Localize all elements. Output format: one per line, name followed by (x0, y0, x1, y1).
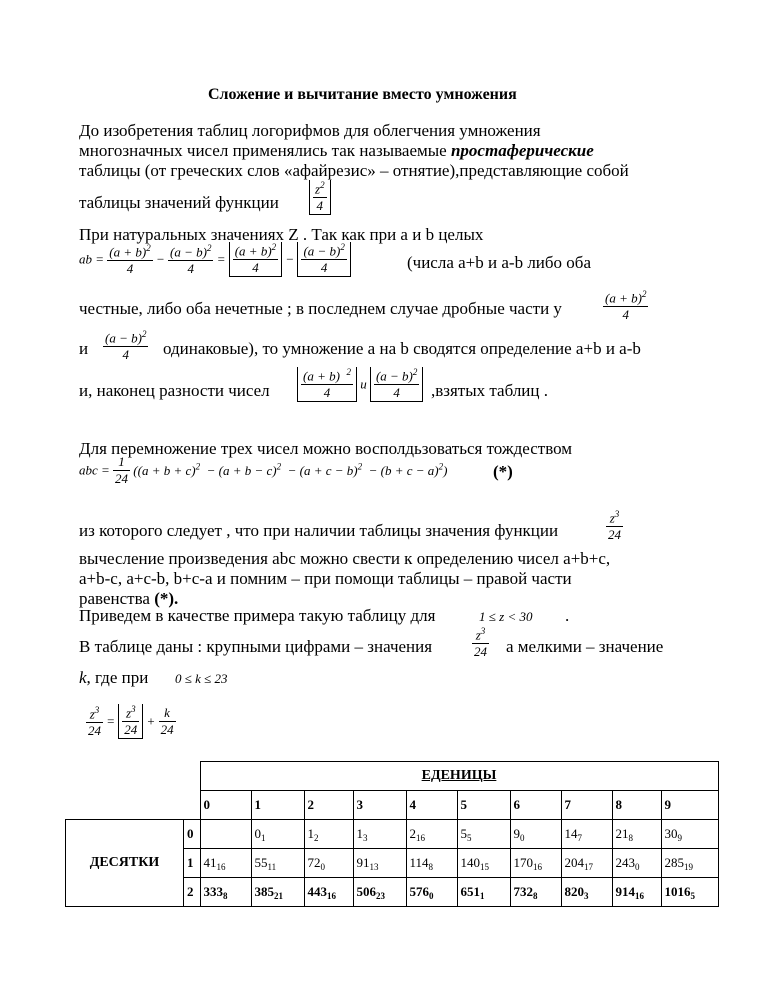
cell-remainder: 16 (416, 832, 425, 843)
cell-remainder: 19 (684, 861, 693, 872)
column-header: 3 (353, 791, 406, 820)
equation-ref: (*). (154, 589, 179, 608)
text-line: Для перемножение трех чисел можно восполдьзоваться тождеством (79, 439, 573, 458)
text-line: и (79, 339, 89, 358)
cell-value: 506 (356, 883, 376, 899)
table-header-text: ЕДЕНИЦЫ (421, 768, 497, 783)
column-header: 2 (304, 791, 353, 820)
table-cell (661, 820, 718, 849)
cell-remainder: 0 (429, 890, 434, 901)
column-header: 6 (510, 791, 561, 820)
formula-z3-over-24-b: $\frac{z^3}{24}$ (474, 626, 487, 660)
range-condition: 0 ≤ k ≤ 23 (175, 671, 228, 686)
table-cell (251, 820, 304, 849)
cell-value: 1 (307, 825, 314, 841)
cell-value: 170 (513, 854, 533, 870)
text-span: многозначных чисел применялись так называемые (79, 141, 451, 160)
emphasis-term: простаферические (450, 141, 594, 160)
cell-remainder: 3 (584, 890, 589, 901)
cell-value: 1 (356, 825, 363, 841)
variable-k: k (79, 668, 87, 687)
cell-remainder: 0 (520, 832, 525, 843)
table-cell (612, 878, 661, 907)
cell-value: 5 (460, 825, 467, 841)
table-cell (353, 849, 406, 878)
text-span: равенства (79, 589, 155, 608)
table-cell (661, 849, 718, 878)
table-cell (251, 849, 304, 878)
text-line: из которого следует , что при наличии таблицы значения функции (79, 521, 559, 540)
cell-value: 914 (615, 883, 635, 899)
text-line: одинаковые), то умножение а на b сводятся определение a+b и a-b (163, 339, 641, 358)
cell-remainder: 8 (628, 832, 633, 843)
cell-value: 2 (409, 825, 416, 841)
cell-value: 651 (460, 883, 480, 899)
table-cell (406, 849, 457, 878)
table-cell (612, 849, 661, 878)
cell-value: 55 (254, 854, 268, 870)
cell-value: 285 (664, 854, 684, 870)
formula-frac-apb: $\frac{(a + b)^2}{4}$ (605, 289, 647, 323)
column-header: 4 (406, 791, 457, 820)
cell-remainder: 23 (376, 890, 385, 901)
cell-value: 72 (307, 854, 321, 870)
text-line: а мелкими – значение (506, 637, 664, 656)
table-header-units (200, 762, 718, 791)
cell-remainder: 16 (533, 861, 542, 872)
text-line: До изобретения таблиц логорифмов для облегчения умножения (79, 121, 541, 140)
cell-remainder: 0 (320, 861, 325, 872)
cell-remainder: 16 (216, 861, 226, 872)
column-header: 0 (200, 791, 251, 820)
cell-value: 91 (356, 854, 370, 870)
cell-value: 204 (564, 854, 584, 870)
cell-remainder: 9 (677, 832, 682, 843)
cell-value: 21 (615, 825, 629, 841)
cell-remainder: 3 (363, 832, 368, 843)
cell-value: 443 (307, 883, 327, 899)
table-cell (561, 849, 612, 878)
table-cell (200, 878, 251, 907)
table-cell (457, 849, 510, 878)
column-header: 8 (612, 791, 661, 820)
text-span: , где при (86, 668, 149, 687)
formula-z2-over-4: $\frac{z^2}{4}$ (309, 180, 331, 215)
text-line: Приведем в качестве примера такую таблицу для (79, 606, 436, 625)
cell-remainder: 13 (369, 861, 379, 872)
cell-value: 333 (203, 883, 223, 899)
table-row (66, 820, 719, 849)
cell-remainder: 5 (467, 832, 472, 843)
cell-remainder: 16 (635, 890, 644, 901)
formula-abc: abc = $\frac{1}{24}$ $((a + b + c)^2 - (a + b - c)^2 - (a + c - b)^2 - (b + c - a)^2)$ (79, 454, 448, 486)
column-header: 1 (251, 791, 304, 820)
text-line (79, 141, 594, 161)
cubes-table (65, 761, 719, 907)
text-line: и, наконец разности чисел (79, 381, 270, 400)
cell-value: 243 (615, 854, 635, 870)
formula-frac-amb: $\frac{(a - b)^2}{4}$ (105, 329, 147, 363)
cell-remainder: 0 (635, 861, 640, 872)
cell-value: 732 (513, 883, 533, 899)
cell-remainder: 17 (584, 861, 593, 872)
range-condition: 1 ≤ z < 30 (479, 609, 533, 624)
text-line: таблицы значений функции (79, 193, 279, 212)
table-cell (457, 820, 510, 849)
formula-k-definition: $\frac{z^3}{24}$ = $\frac{z^3}{24}$ + $\frac{k}{24}$ (88, 704, 174, 738)
table-cell (457, 878, 510, 907)
equation-label: (*) (493, 462, 513, 481)
text-span: и (360, 376, 367, 392)
formula-z3-over-24: $\frac{z^3}{24}$ (608, 509, 621, 543)
cell-value: 41 (203, 854, 217, 870)
table-cell (304, 878, 353, 907)
cell-remainder: 2 (314, 832, 319, 843)
cell-value: 114 (409, 854, 429, 870)
cell-value: 1016 (664, 883, 691, 899)
cell-value: 820 (564, 883, 584, 899)
cell-value: 576 (409, 883, 429, 899)
column-header: 7 (561, 791, 612, 820)
table-cell (406, 878, 457, 907)
table-cell (200, 849, 251, 878)
text-line (79, 668, 148, 688)
row-header: 0 (184, 820, 201, 849)
table-cell (510, 849, 561, 878)
cell-value: 0 (254, 825, 261, 841)
table-cell (661, 878, 718, 907)
cell-remainder: 8 (428, 861, 434, 872)
column-header: 5 (457, 791, 510, 820)
cell-value: 140 (460, 854, 480, 870)
table-cell (251, 878, 304, 907)
table-cell (200, 820, 251, 849)
table-cell (353, 820, 406, 849)
table-cell (353, 878, 406, 907)
cell-value: 9 (513, 825, 520, 841)
cell-remainder: 8 (533, 890, 538, 901)
cell-value: 385 (254, 883, 274, 899)
cell-remainder: 15 (480, 861, 489, 872)
text-line: (числа a+b и a-b либо оба (407, 253, 591, 272)
cell-remainder: 1 (480, 890, 485, 901)
row-header: 2 (184, 878, 201, 907)
table-cell (304, 849, 353, 878)
table-cell (510, 878, 561, 907)
text-line: таблицы (от греческих слов «афайрезис» – отнятие),представляющие собой (79, 161, 629, 180)
cell-value: 30 (664, 825, 678, 841)
table-cell (510, 820, 561, 849)
table-cell (561, 820, 612, 849)
formula-floor-pair: $\frac{(a + b) ^2}{4}$ и $\frac{(a - b)^2}{4}$ (297, 367, 423, 402)
page-title: Сложение и вычитание вместо умножения (208, 86, 517, 103)
text-line: При натуральных значениях Z . Так как при а и b целых (79, 225, 484, 244)
cell-remainder: 8 (223, 890, 228, 901)
cell-value: 14 (564, 825, 578, 841)
text-line: В таблице даны : крупными цифрами – значения (79, 637, 433, 656)
text-line: . (565, 606, 570, 625)
table-cell (561, 878, 612, 907)
cell-remainder: 11 (267, 861, 277, 872)
cell-remainder: 5 (690, 890, 695, 901)
cell-remainder: 1 (261, 832, 266, 843)
row-group-label: ДЕСЯТКИ (66, 820, 184, 907)
formula-ab: ab = $\frac{(a + b)^2}{4}$ − $\frac{(a - b)^2}{4}$ = $\frac{(a + b)^2}{4}$ − $\frac{(a - b)^2}{4}$ (79, 242, 351, 277)
cell-remainder: 16 (327, 890, 336, 901)
table-cell (406, 820, 457, 849)
row-header: 1 (184, 849, 201, 878)
table-cell (612, 820, 661, 849)
cell-remainder: 7 (577, 832, 582, 843)
text-line: ,взятых таблиц . (431, 381, 548, 400)
table-cell (304, 820, 353, 849)
text-line: вычесление произведения abc можно свести к определению чисел a+b+c, (79, 549, 611, 568)
text-line: a+b-c, a+c-b, b+c-a и помним – при помощи таблицы – правой части (79, 569, 572, 588)
column-header: 9 (661, 791, 718, 820)
text-line: честные, либо оба нечетные ; в последнем случае дробные части у (79, 299, 562, 318)
cell-remainder: 21 (274, 890, 283, 901)
